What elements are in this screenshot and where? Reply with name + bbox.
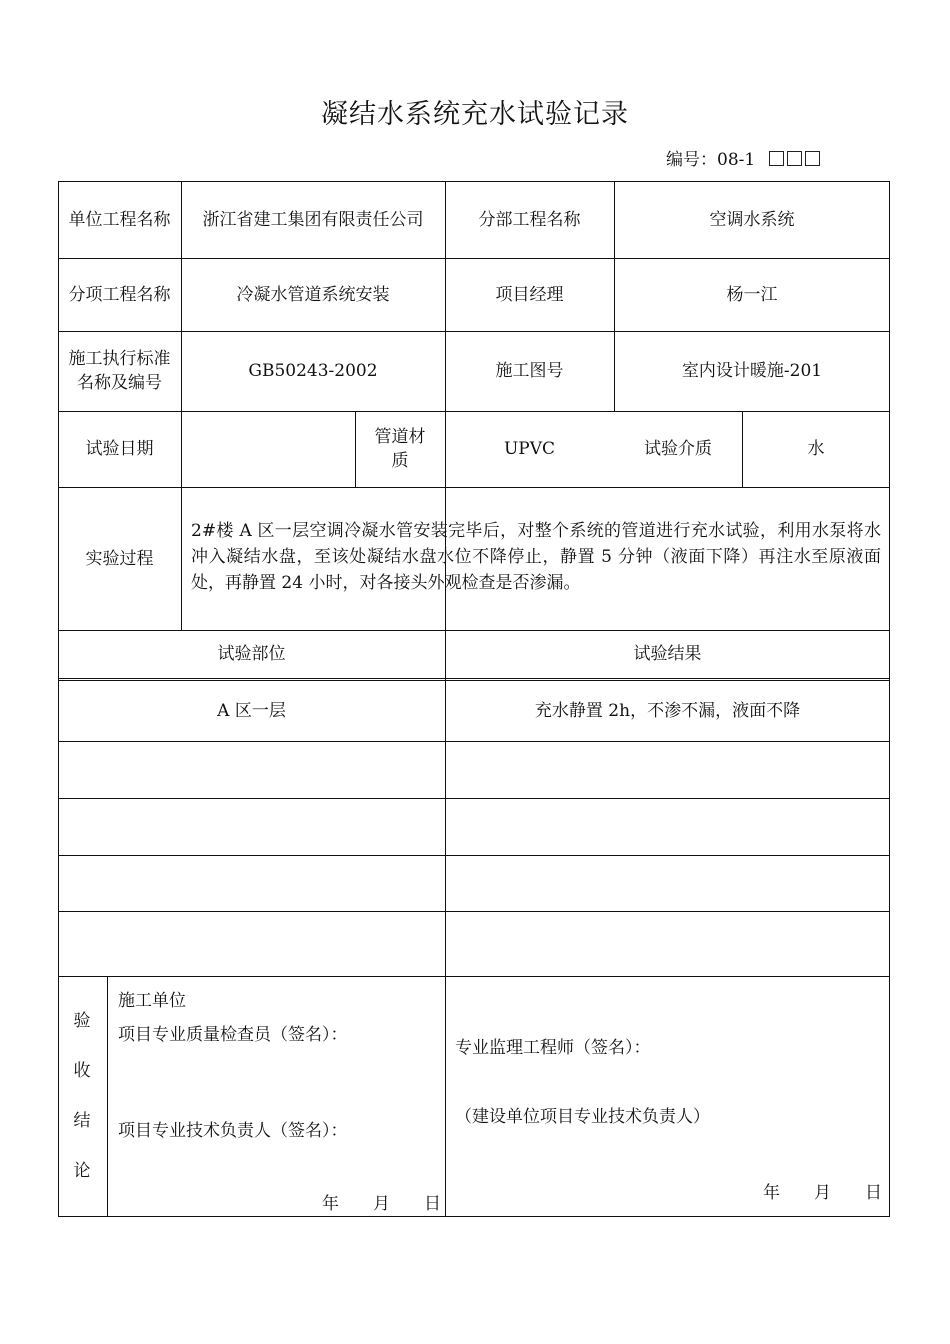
result-row-part bbox=[58, 798, 445, 855]
manager-label: 项目经理 bbox=[495, 284, 564, 305]
supervisor-signature: 专业监理工程师（签名）： bbox=[455, 1038, 651, 1058]
page-title: 凝结水系统充水试验记录 bbox=[321, 99, 629, 130]
result-row-part bbox=[58, 741, 445, 798]
item-project-value: 冷凝水管道系统安装 bbox=[236, 284, 390, 305]
quality-inspector-signature: 项目专业质量检查员（签名）： bbox=[118, 1025, 348, 1045]
standard-value: GB50243-2002 bbox=[248, 361, 378, 381]
checkbox-icon bbox=[787, 151, 802, 166]
tech-lead-signature: 项目专业技术负责人（签名）： bbox=[118, 1121, 348, 1141]
result-row-result bbox=[445, 855, 890, 911]
document-number-label: 编号：08-1 bbox=[666, 150, 756, 170]
drawing-value: 室内设计暖施-201 bbox=[681, 361, 823, 381]
checkbox-icon bbox=[805, 151, 820, 166]
manager-value: 杨一江 bbox=[726, 284, 778, 305]
test-date-label: 试验日期 bbox=[85, 439, 154, 459]
sub-project-label: 分部工程名称 bbox=[478, 209, 581, 230]
result-row-part: A 区一层 bbox=[217, 700, 286, 721]
date-right: 年 月 日 bbox=[763, 1183, 882, 1203]
date-left: 年 月 日 bbox=[322, 1194, 441, 1214]
sub-project-value: 空调水系统 bbox=[709, 209, 795, 230]
owner-representative: （建设单位项目专业技术负责人） bbox=[455, 1107, 710, 1127]
construction-unit-label: 施工单位 bbox=[118, 991, 186, 1011]
result-row-result: 充水静置 2h，不渗不漏，液面不降 bbox=[534, 700, 801, 721]
document-number bbox=[666, 145, 820, 170]
process-text: 2#楼 A 区一层空调冷凝水管安装完毕后，对整个系统的管道进行充水试验，利用水泵将水冲入凝结水盘，至该处凝结水盘水位不降停止，静置 5 分钟（液面下降）再注水至原液面处，再静置 24 小时，对各接头外观检查是否渗漏。 bbox=[191, 521, 881, 593]
record-table bbox=[58, 181, 890, 1217]
test-medium-value: 水 bbox=[807, 439, 825, 459]
result-row-result bbox=[445, 911, 890, 976]
result-row-part bbox=[58, 911, 445, 976]
pipe-material-value: UPVC bbox=[503, 439, 556, 459]
test-result-header: 试验结果 bbox=[633, 644, 702, 664]
result-row-part bbox=[58, 855, 445, 911]
test-medium-label: 试验介质 bbox=[644, 439, 712, 459]
unit-project-label: 单位工程名称 bbox=[68, 209, 171, 230]
standard-label: 施工执行标准名称及编号 bbox=[68, 349, 171, 393]
unit-project-value: 浙江省建工集团有限责任公司 bbox=[202, 209, 424, 230]
process-label: 实验过程 bbox=[85, 548, 154, 569]
pipe-material-label: 管道材质 bbox=[374, 427, 426, 471]
checkbox-icon bbox=[769, 151, 784, 166]
drawing-label: 施工图号 bbox=[495, 361, 564, 381]
test-part-header: 试验部位 bbox=[217, 644, 286, 664]
result-row-result bbox=[445, 798, 890, 855]
result-row-result bbox=[445, 741, 890, 798]
acceptance-side-char: 结 bbox=[73, 1111, 91, 1131]
acceptance-side-char: 收 bbox=[73, 1061, 91, 1081]
acceptance-side-char: 论 bbox=[73, 1161, 91, 1181]
item-project-label: 分项工程名称 bbox=[68, 284, 171, 305]
test-date-value bbox=[181, 411, 355, 487]
acceptance-side-char: 验 bbox=[73, 1011, 91, 1031]
